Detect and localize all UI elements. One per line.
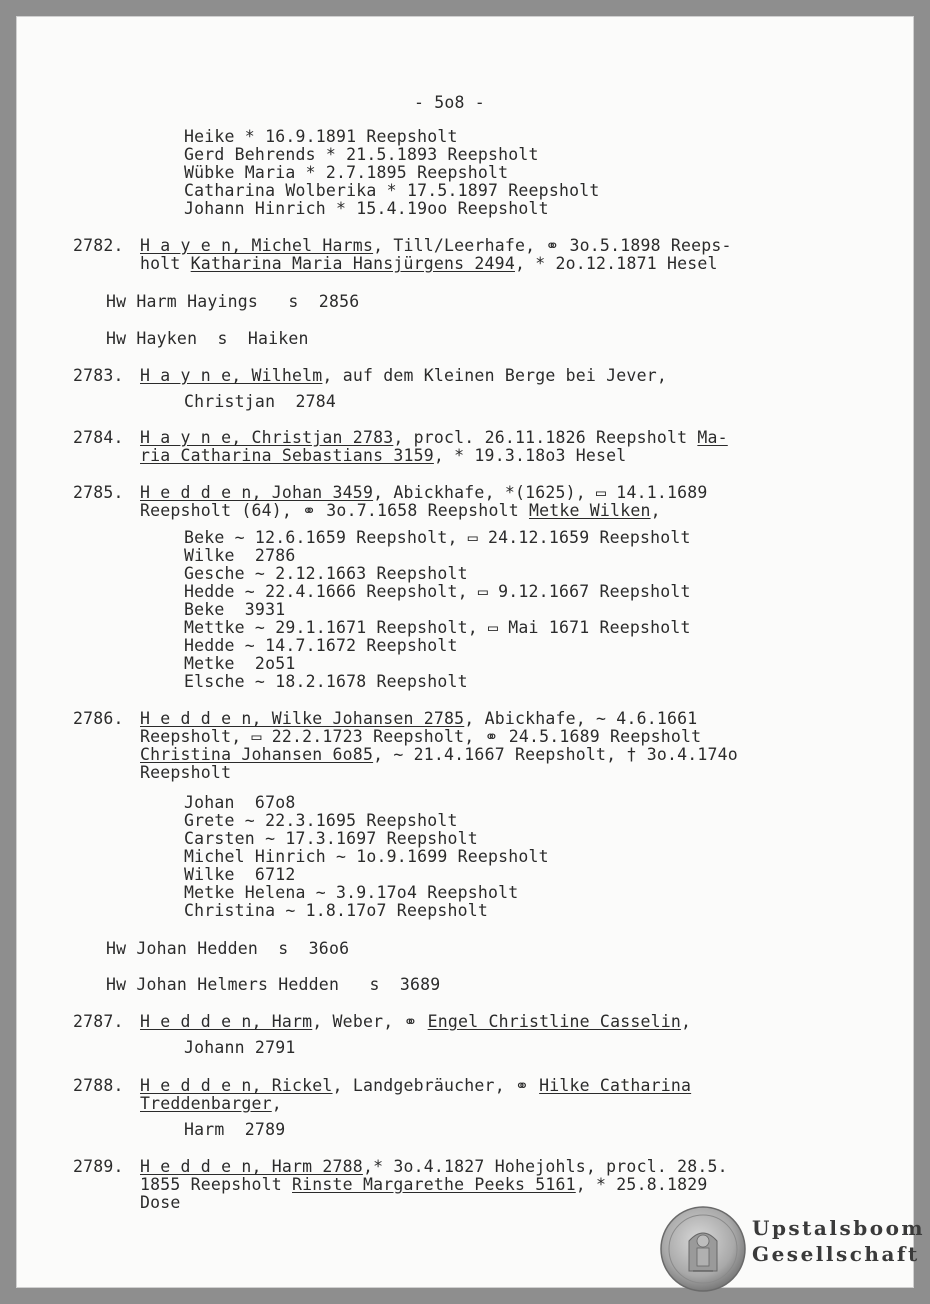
page-number: - 5o8 - [414, 93, 485, 112]
society-seal-icon [659, 1205, 747, 1293]
child-line: Mettke ~ 29.1.1671 Reepsholt, ▭ Mai 1671 Reepsholt [184, 618, 691, 637]
child-line: Catharina Wolberika * 17.5.1897 Reepsholt [184, 181, 600, 200]
entry-2782-name: H a y e n, Michel Harms [140, 236, 374, 255]
child-line: Harm 2789 [184, 1120, 286, 1139]
child-line: Heike * 16.9.1891 Reepsholt [184, 127, 458, 146]
child-line: Wilke 2786 [184, 546, 296, 565]
brand-name-line2: Gesellschaft [752, 1242, 920, 1266]
cross-reference: Hw Hayken s Haiken [106, 329, 309, 348]
entry-2788-name: H e d d e n, Rickel [140, 1076, 333, 1095]
child-line: Johann 2791 [184, 1038, 296, 1057]
document-page [16, 16, 926, 1288]
child-line: Hedde ~ 14.7.1672 Reepsholt [184, 636, 458, 655]
entry-2784-spouse: ria Catharina Sebastians 3159 [140, 446, 434, 465]
entry-2782-line1: H a y e n, Michel Harms, Till/Leerhafe, ⚭ 3o.5.1898 Reeps- [140, 236, 732, 255]
entry-2789-spouse: Rinste Margarethe Peeks 5161 [292, 1175, 576, 1194]
cross-reference: Hw Harm Hayings s 2856 [106, 292, 360, 311]
entry-2786-line4: Reepsholt [140, 763, 232, 782]
entry-2784-line2: ria Catharina Sebastians 3159, * 19.3.18o3 Hesel [140, 446, 627, 465]
entry-2785-spouse: Metke Wilken [528, 501, 651, 520]
entry-2786-line3: Christina Johansen 6o85, ~ 21.4.1667 Reepsholt, † 3o.4.174o [140, 745, 738, 764]
cross-reference: Hw Johan Hedden s 36o6 [106, 939, 350, 958]
entry-2782-line2: holt Katharina Maria Hansjürgens 2494, * 2o.12.1871 Hesel [140, 254, 718, 273]
entry-2784-name: H a y n e, Christjan 2783 [140, 428, 394, 447]
entry-2782-spouse: Katharina Maria Hansjürgens 2494 [190, 254, 515, 273]
entry-number-2783: 2783. [73, 366, 124, 385]
child-line: Beke ~ 12.6.1659 Reepsholt, ▭ 24.12.1659 Reepsholt [184, 528, 691, 547]
entry-number-2785: 2785. [73, 483, 124, 502]
child-line: Gerd Behrends * 21.5.1893 Reepsholt [184, 145, 539, 164]
entry-2783-line1: H a y n e, Wilhelm, auf dem Kleinen Berge bei Jever, [140, 366, 667, 385]
child-line: Beke 3931 [184, 600, 286, 619]
entry-2786-line2: Reepsholt, ▭ 22.2.1723 Reepsholt, ⚭ 24.5.1689 Reepsholt [140, 727, 702, 746]
entry-number-2784: 2784. [73, 428, 124, 447]
entry-2789-line2: 1855 Reepsholt Rinste Margarethe Peeks 5161, * 25.8.1829 [140, 1175, 708, 1194]
entry-2786-name: H e d d e n, Wilke Johansen 2785 [140, 709, 465, 728]
child-line: Gesche ~ 2.12.1663 Reepsholt [184, 564, 468, 583]
entry-2787-spouse: Engel Christline Casselin [427, 1012, 682, 1031]
entry-number-2786: 2786. [73, 709, 124, 728]
entry-2787-name: H e d d e n, Harm [140, 1012, 313, 1031]
entry-number-2782: 2782. [73, 236, 124, 255]
child-line: Carsten ~ 17.3.1697 Reepsholt [184, 829, 478, 848]
child-line: Johan 67o8 [184, 793, 296, 812]
child-line: Hedde ~ 22.4.1666 Reepsholt, ▭ 9.12.1667 Reepsholt [184, 582, 691, 601]
entry-number-2788: 2788. [73, 1076, 124, 1095]
child-line: Christjan 2784 [184, 392, 337, 411]
entry-2789-line3: Dose [140, 1193, 181, 1212]
entry-2786-line1: H e d d e n, Wilke Johansen 2785, Abickhafe, ~ 4.6.1661 [140, 709, 698, 728]
entry-2789-name: H e d d e n, Harm 2788 [140, 1157, 363, 1176]
brand-name-line1: Upstalsboom [752, 1216, 926, 1240]
entry-2785-line2: Reepsholt (64), ⚭ 3o.7.1658 Reepsholt Metke Wilken, [140, 501, 661, 520]
entry-2783-name: H a y n e, Wilhelm [140, 366, 323, 385]
child-line: Metke 2o51 [184, 654, 296, 673]
child-line: Metke Helena ~ 3.9.17o4 Reepsholt [184, 883, 519, 902]
child-line: Wilke 6712 [184, 865, 296, 884]
entry-2787-line1: H e d d e n, Harm, Weber, ⚭ Engel Christline Casselin, [140, 1012, 692, 1031]
entry-2788-line2: Treddenbarger, [140, 1094, 282, 1113]
child-line: Johann Hinrich * 15.4.19oo Reepsholt [184, 199, 549, 218]
cross-reference: Hw Johan Helmers Hedden s 3689 [106, 975, 441, 994]
child-line: Christina ~ 1.8.17o7 Reepsholt [184, 901, 489, 920]
child-line: Wübke Maria * 2.7.1895 Reepsholt [184, 163, 509, 182]
entry-2784-line1: H a y n e, Christjan 2783, procl. 26.11.1826 Reepsholt Ma- [140, 428, 728, 447]
child-line: Michel Hinrich ~ 1o.9.1699 Reepsholt [184, 847, 549, 866]
entry-2785-name: H e d d e n, Johan 3459 [140, 483, 374, 502]
entry-2785-line1: H e d d e n, Johan 3459, Abickhafe, *(1625), ▭ 14.1.1689 [140, 483, 708, 502]
entry-2789-line1: H e d d e n, Harm 2788,* 3o.4.1827 Hohejohls, procl. 28.5. [140, 1157, 728, 1176]
child-line: Elsche ~ 18.2.1678 Reepsholt [184, 672, 468, 691]
entry-number-2789: 2789. [73, 1157, 124, 1176]
entry-2786-spouse: Christina Johansen 6o85 [140, 745, 374, 764]
child-line: Grete ~ 22.3.1695 Reepsholt [184, 811, 458, 830]
entry-2788-line1: H e d d e n, Rickel, Landgebräucher, ⚭ Hilke Catharina [140, 1076, 692, 1095]
entry-number-2787: 2787. [73, 1012, 124, 1031]
entry-2788-spouse: Hilke Catharina [539, 1076, 692, 1095]
